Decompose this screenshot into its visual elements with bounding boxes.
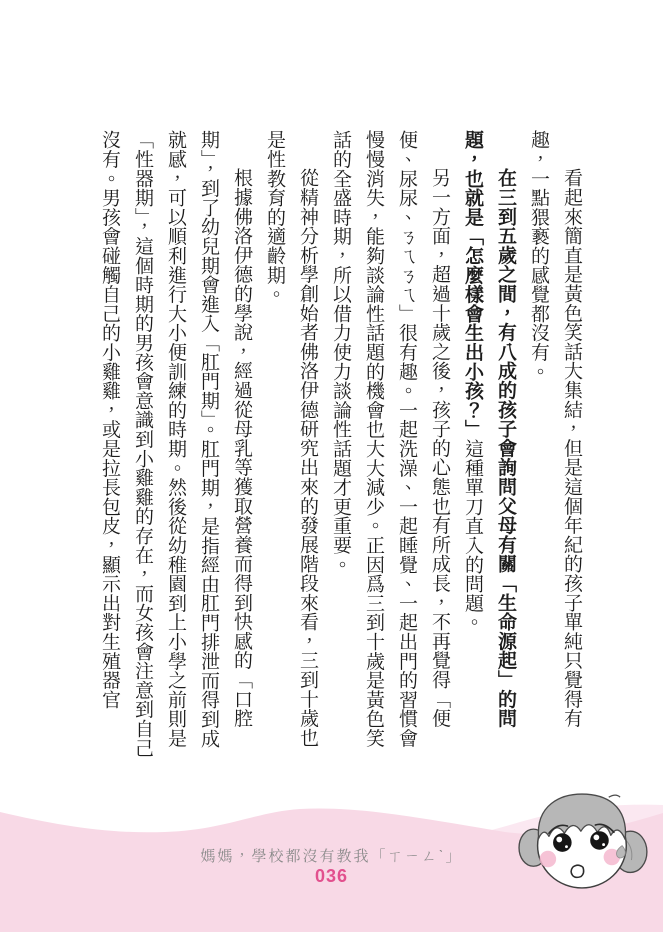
paragraph-3: 另一方面，超過十歲之後，孩子的心態也有所成長，不再覺得「便便、尿尿、ㄋㄟㄋㄟ」很有趣。一起洗澡、一起睡覺、一起出門的習慣會慢慢消失，能夠談論性話題的機會也大大減少。正因爲三到十歲是黃色笑話的全盛時期，所以借力使力談論性話題才更重要。 [330,130,450,748]
paragraph-5: 根據佛洛伊德的學說，經過從母乳等獲取營養而得到快感的「口腔期」，到了幼兒期會進入「肛門期」。肛門期，是指經由肛門排泄而得到成就感，可以順利進行大小便訓練的時期。然後從幼稚園到上小學之前則是「性器期」，這個時期的男孩會意識到小雞雞的存在，而女孩會注意到自己沒有。男孩會碰觸自己的小雞雞，或是拉長包皮，顯示出對生殖器官 [99,130,252,758]
footer-caption: 媽媽，學校都沒有教我「ㄒㄧㄥˋ」 [200,848,463,865]
hair-cowlick [609,795,620,797]
right-eye-highlight [593,835,599,841]
emphasis-text: 在三到五歲之間，有八成的孩子會詢問父母有關「生命源起」的問題，也就是「怎麼樣會生出小孩？」 [462,130,516,728]
paragraph-2 [456,130,522,760]
paragraph-4: 從精神分析學創始者佛洛伊德研究出來的發展階段來看，三到十歲也是性教育的適齡期。 [264,130,318,747]
paragraph-1: 看起來簡直是黃色笑話大集結，但是這個年紀的孩子單純只覺得有趣，一點猥褻的感覺都沒有。 [528,130,582,728]
page-number: 036 [314,866,349,886]
paragraph-2-tail: 這種單刀直入的問題。 [462,438,483,632]
body-text [93,130,588,760]
left-eye-highlight [556,837,562,843]
